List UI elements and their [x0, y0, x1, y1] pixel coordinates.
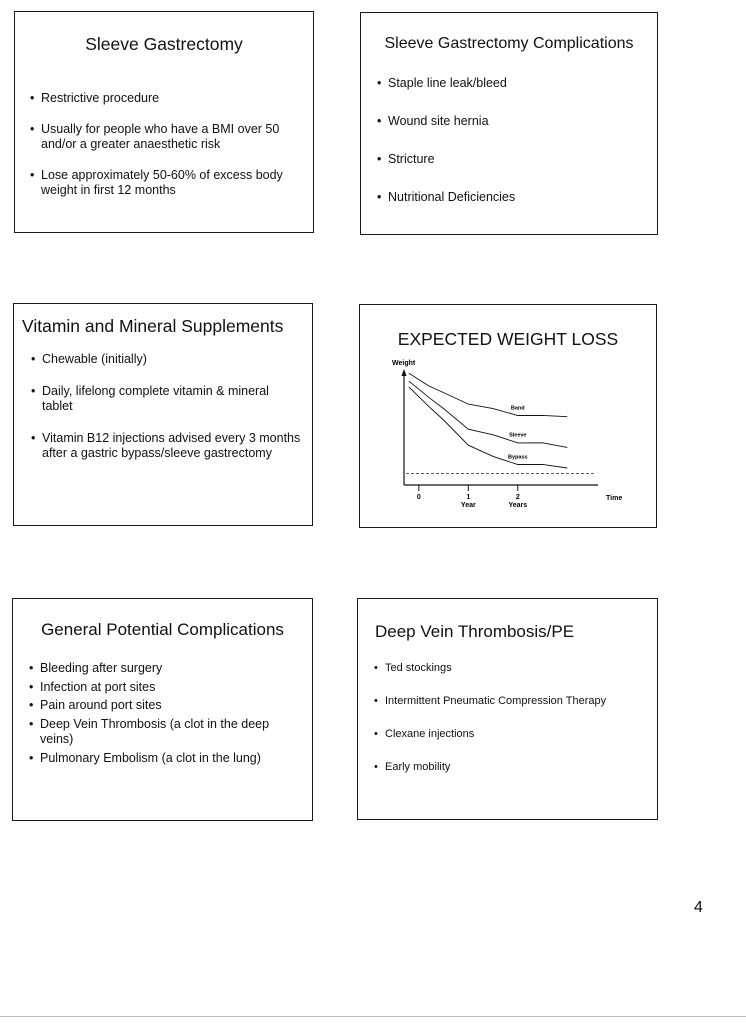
slide-dvt-pe: [357, 598, 658, 820]
bullet-item: • Chewable (initially): [31, 352, 301, 368]
bullet-item: • Bleeding after surgery: [29, 661, 299, 677]
series-label-bypass: Bypass: [508, 454, 528, 461]
x-tick-sublabel: Year: [460, 502, 476, 509]
y-axis-arrow: [402, 369, 407, 376]
bullet-item: • Clexane injections: [374, 728, 652, 741]
bullet-list: [29, 661, 299, 769]
x-tick-label: 0: [416, 494, 421, 501]
slide-general-complications: [12, 598, 313, 821]
bottom-rule: [0, 1016, 746, 1017]
bullet-item: • Wound site hernia: [377, 114, 647, 130]
bullet-item: • Staple line leak/bleed: [377, 76, 647, 92]
bullet-list: [31, 352, 301, 478]
slide-title: Sleeve Gastrectomy: [85, 34, 243, 54]
slide-title: General Potential Complications: [41, 620, 284, 639]
bullet-list: [374, 662, 652, 794]
bullet-item: • Restrictive procedure: [30, 91, 300, 107]
x-tick-label: 1: [466, 494, 471, 501]
slide-title: Vitamin and Mineral Supplements: [22, 316, 284, 336]
series-label-band: Band: [510, 405, 525, 412]
bullet-item: • Vitamin B12 injections advised every 3 months after a gastric bypass/sleeve gastrectomy: [31, 431, 301, 462]
y-axis-label: Weight: [392, 360, 416, 367]
x-tick-sublabel: Years: [508, 502, 528, 509]
x-axis-label: Time: [606, 495, 623, 502]
series-label-sleeve: Sleeve: [509, 432, 527, 439]
bullet-item: • Early mobility: [374, 761, 652, 774]
series-line-sleeve: [409, 381, 567, 447]
series-line-bypass: [409, 387, 567, 468]
slide-expected-weight-loss: [359, 304, 657, 528]
bullet-item: • Infection at port sites: [29, 680, 299, 696]
slide-vitamin-supplements: [13, 303, 313, 526]
bullet-item: • Ted stockings: [374, 662, 652, 675]
bullet-item: • Usually for people who have a BMI over 50 and/or a greater anaesthetic risk: [30, 122, 300, 153]
bullet-list: [30, 91, 300, 214]
bullet-item: • Stricture: [377, 152, 647, 168]
slide-sleeve-gastrectomy-complications: [360, 12, 658, 235]
slide-title: EXPECTED WEIGHT LOSS: [397, 329, 619, 349]
slide-title: Deep Vein Thrombosis/PE: [375, 622, 575, 641]
bullet-item: • Lose approximately 50-60% of excess body weight in first 12 months: [30, 168, 300, 199]
bullet-item: • Nutritional Deficiencies: [377, 190, 647, 206]
x-tick-label: 2: [515, 494, 520, 501]
slide-sleeve-gastrectomy: [14, 11, 314, 233]
weight-loss-chart: [380, 353, 630, 523]
page-number: 4: [694, 899, 703, 916]
slide-title: Sleeve Gastrectomy Complications: [384, 35, 634, 52]
bullet-item: • Deep Vein Thrombosis (a clot in the deep veins): [29, 717, 299, 748]
bullet-list: [377, 76, 647, 228]
bullet-item: • Daily, lifelong complete vitamin & mineral tablet: [31, 384, 301, 415]
bullet-item: • Intermittent Pneumatic Compression Therapy: [374, 695, 652, 708]
bullet-item: • Pulmonary Embolism (a clot in the lung): [29, 751, 299, 767]
bullet-item: • Pain around port sites: [29, 698, 299, 714]
